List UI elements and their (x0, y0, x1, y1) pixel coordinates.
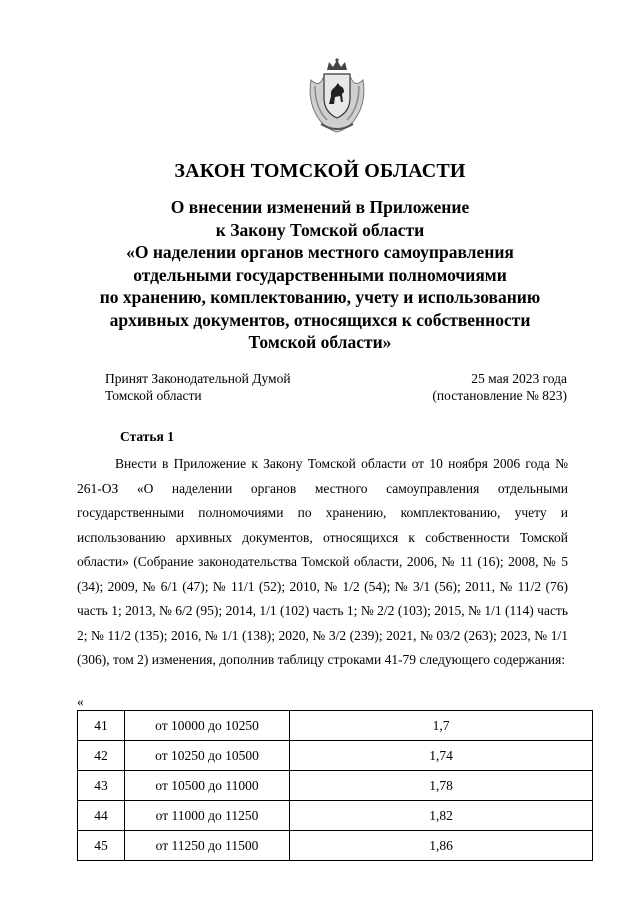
adoption-date: 25 мая 2023 года (471, 371, 567, 386)
row-number: 41 (78, 711, 125, 741)
subtitle-line: О внесении изменений в Приложение (170, 197, 470, 217)
row-number: 42 (78, 741, 125, 771)
subtitle-line: по хранению, комплектованию, учету и использованию (99, 287, 541, 307)
range-cell: от 10000 до 10250 (125, 711, 290, 741)
subtitle-line: Томской области» (248, 332, 392, 352)
article-heading: Статья 1 (120, 429, 174, 444)
law-title: ЗАКОН ТОМСКОЙ ОБЛАСТИ (174, 160, 466, 182)
row-number: 45 (78, 831, 125, 861)
range-cell: от 11250 до 11500 (125, 831, 290, 861)
rates-table (77, 710, 593, 861)
row-number: 43 (78, 771, 125, 801)
coefficient-cell: 1,7 (290, 711, 593, 741)
table-row (78, 771, 593, 801)
subtitle-line: отдельными государственными полномочиями (133, 264, 507, 285)
adoption-line: Принят Законодательной Думой (105, 371, 291, 386)
adoption-body (105, 370, 291, 404)
coefficient-cell: 1,78 (290, 771, 593, 801)
coefficient-cell: 1,74 (290, 741, 593, 771)
row-number: 44 (78, 801, 125, 831)
coefficient-cell: 1,82 (290, 801, 593, 831)
range-cell: от 10250 до 10500 (125, 741, 290, 771)
subtitle-line: архивных документов, относящихся к собственности (109, 309, 531, 330)
law-subtitle (60, 196, 580, 354)
article-text: Внести в Приложение к Закону Томской области от 10 ноября 2006 года № 261-ОЗ «О наделении органов местного самоуправления отдельными государственными полномочиями по хранению, комплектованию, учету и использованию архивных документов, относящихся к собственности Томской области» (Собрание законодательства Томской области, 2006, № 11 (16); 2008, № 5 (34); 2009, № 6/1 (47); № 11/1 (52); 2010, № 1/2 (54); № 3/1 (56); 2011, № 11/2 (76) часть 1; 2013, № 6/2 (95); 2014, 1/1 (102) часть 1; № 2/2 (103); 2015, № 1/1 (114) часть 2; № 11/2 (135); 2016, № 1/1 (138); 2020, № 3/2 (239); 2021, № 03/2 (263); 2023, № 1/1 (306), том 2) изменения, дополнив таблицу строками 41-79 следующего содержания: (77, 456, 568, 667)
adoption-date-block (432, 370, 567, 404)
tomsk-coat-of-arms-icon (297, 56, 377, 136)
opening-quote: « (77, 694, 84, 709)
range-cell: от 10500 до 11000 (125, 771, 290, 801)
subtitle-line: «О наделении органов местного самоуправления (126, 242, 514, 262)
resolution-number: (постановление № 823) (432, 388, 567, 403)
coefficient-cell: 1,86 (290, 831, 593, 861)
adoption-line: Томской области (105, 388, 202, 403)
range-cell: от 11000 до 11250 (125, 801, 290, 831)
table-row (78, 741, 593, 771)
table-row (78, 801, 593, 831)
table-row (78, 711, 593, 741)
subtitle-line: к Закону Томской области (215, 219, 425, 240)
table-row (78, 831, 593, 861)
